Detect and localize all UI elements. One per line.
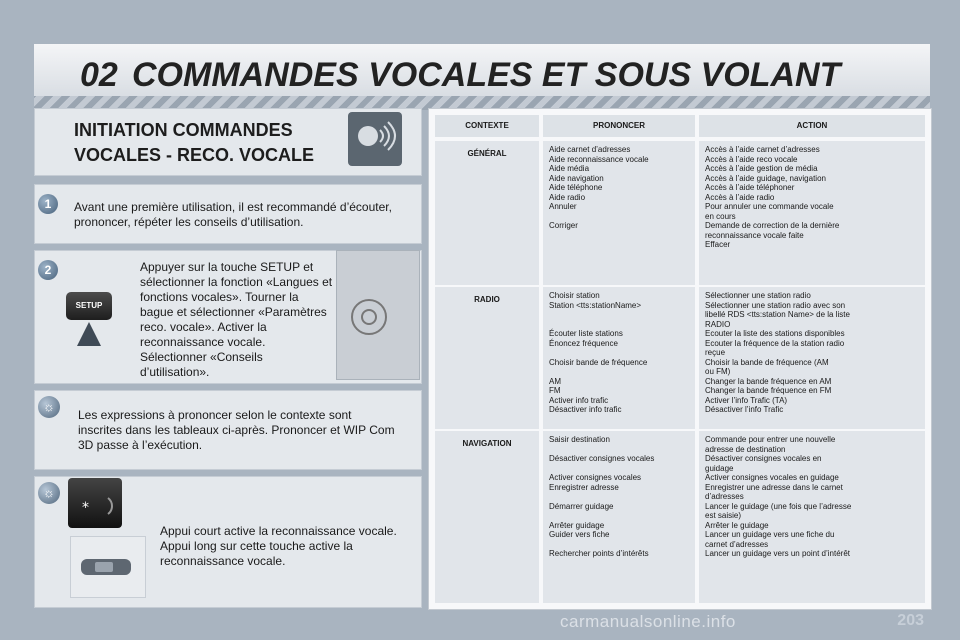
row-pronounce: Choisir station Station <tts:stationName> Écouter liste stations Énoncez fréquence Choisir bande de fréquence AM FM Activer info trafic Désactiver info trafic: [543, 287, 695, 429]
voice-commands-table: [428, 108, 932, 610]
row-context: GÉNÉRAL: [435, 141, 539, 285]
tip-1-text: Les expressions à prononcer selon le contexte sont inscrites dans les tableaux ci-après. Prononcer et WIP Com 3D passe à l’exécution.: [78, 408, 395, 452]
step-2-badge: 2: [38, 260, 58, 280]
chapter-number: 02: [80, 56, 118, 94]
row-pronounce: Saisir destination Désactiver consignes vocales Activer consignes vocales Enregistrer adresse Démarrer guidage Arrêter guidage Guider vers fiche Rechercher points d’intérêts: [543, 431, 695, 603]
step-1-text: Avant une première utilisation, il est recommandé d’écouter, prononcer, répéter les conseils d’utilisation.: [74, 200, 392, 229]
section-title: INITIATION COMMANDES VOCALES - RECO. VOCALE: [74, 120, 315, 165]
page-title: COMMANDES VOCALES ET SOUS VOLANT: [132, 56, 841, 94]
row-action: Sélectionner une station radio Sélectionner une station radio avec son libellé RDS <tts:station Name> de la liste RADIO Ecouter la liste des stations disponibles Ecouter la fréquence de la station radio reçue Choisir la bande de fréquence (AM ou FM) Changer la bande fréquence en AM Changer la bande fréquence en FM Activer l’info Trafic (TA) Désactiver l’info Trafic: [699, 287, 925, 429]
radio-knob-inner: [361, 309, 377, 325]
tip-lightbulb-icon: ☼: [38, 396, 60, 418]
row-context: NAVIGATION: [435, 431, 539, 603]
tip-lightbulb-icon-2: ☼: [38, 482, 60, 504]
stalk-control-image: [70, 536, 146, 598]
svg-text:*: *: [82, 500, 89, 516]
tip-2-text: Appui court active la reconnaissance vocale. Appui long sur cette touche active la reconnaissance vocale.: [160, 524, 397, 568]
row-context: RADIO: [435, 287, 539, 429]
steering-control-image: [68, 478, 122, 528]
row-action: Accès à l’aide carnet d’adresses Accès à l’aide reco vocale Accès à l’aide gestion de média Accès à l’aide guidage, navigation Accès à l’aide téléphoner Accès à l’aide radio Pour annuler une commande vocale en cours Demande de correction de la dernière reconnaissance vocale faite Effacer: [699, 141, 925, 285]
header-pronounce: PRONONCER: [543, 115, 695, 137]
page-number: 203: [897, 612, 924, 629]
voice-recognition-icon: [348, 112, 402, 166]
step-2-text: Appuyer sur la touche SETUP et sélectionner la fonction «Langues et fonctions vocales». Tourner la bague et sélectionner «Paramètres reco. vocale». Activer la reconnaissance vocale. Sélectionner «Conseils d’utilisation».: [140, 260, 333, 379]
radio-unit-image: [336, 250, 420, 380]
header-action: ACTION: [699, 115, 925, 137]
row-action: Commande pour entrer une nouvelle adresse de destination Désactiver consignes vocales en guidage Activer consignes vocales en guidage Enregistrer une adresse dans le carnet d’adresses Lancer le guidage (une fois que l’adresse est saisie) Arrêter le guidage Lancer un guidage vers une fiche du carnet d’adresses Lancer un guidage vers un point d’intérêt: [699, 431, 925, 603]
setup-button: SETUP: [66, 292, 112, 320]
row-pronounce: Aide carnet d’adresses Aide reconnaissance vocale Aide média Aide navigation Aide téléphone Aide radio Annuler Corriger: [543, 141, 695, 285]
step-1-badge: 1: [38, 194, 58, 214]
header-context: CONTEXTE: [435, 115, 539, 137]
watermark: carmanualsonline.info: [560, 612, 736, 631]
arrow-up-icon: [77, 322, 101, 346]
